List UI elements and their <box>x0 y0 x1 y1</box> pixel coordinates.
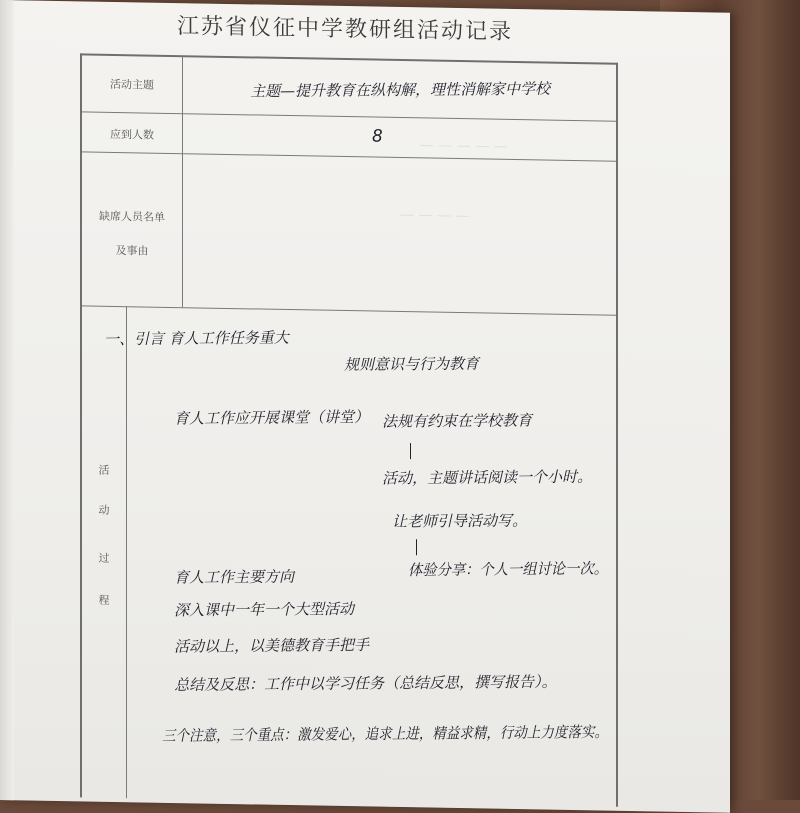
absent-reason-label: 及事由 <box>115 244 149 258</box>
process-label-char: 程 <box>98 593 110 607</box>
document-title: 江苏省仪征中学教研组活动记录 <box>176 14 513 45</box>
attendance-label: 应到人数 <box>110 127 154 142</box>
process-note: 规则意识与行为教育 <box>343 354 480 374</box>
table-rule <box>82 111 616 121</box>
label-column-divider <box>182 57 183 307</box>
absent-label: 缺席人员名单 <box>99 209 165 224</box>
page-edge <box>0 0 14 800</box>
process-note: 体验分享：个人一组讨论一次。 <box>407 559 609 580</box>
connector-arrow <box>416 539 417 555</box>
connector-arrow <box>410 443 411 459</box>
process-label-char: 动 <box>98 503 110 517</box>
process-label-divider <box>126 306 127 798</box>
process-label-char: 活 <box>98 463 110 477</box>
record-table <box>80 53 618 806</box>
attendance-value: 8 <box>371 126 384 147</box>
process-label-char: 过 <box>98 551 110 565</box>
process-note: 育人工作主要方向 <box>173 567 295 587</box>
show-through-mark: — — — — — <box>420 137 508 155</box>
show-through-mark: — — — — <box>400 206 470 225</box>
process-note: 活动以上，以美德教育手把手 <box>173 635 370 656</box>
topic-value: 主题—提升教育在纵构解，理性消解家中学校 <box>249 79 551 101</box>
process-note: 一、引言 育人工作任务重大 <box>103 328 289 349</box>
process-note: 三个注意，三个重点：激发爱心，追求上进，精益求精，行动上力度落实。 <box>161 722 609 745</box>
process-note: 活动，主题讲话阅读一个小时。 <box>381 467 593 488</box>
process-note: 育人工作应开展课堂（讲堂） <box>173 407 370 428</box>
process-note: 深入课中一年一个大型活动 <box>173 599 355 620</box>
process-note: 法规有约束在学校教育 <box>381 411 533 431</box>
table-rule <box>82 151 616 161</box>
process-note: 让老师引导活动写。 <box>391 511 528 531</box>
process-note: 总结及反思：工作中以学习任务（总结反思，撰写报告）。 <box>173 672 557 695</box>
topic-label: 活动主题 <box>110 77 154 92</box>
table-rule <box>82 305 616 315</box>
